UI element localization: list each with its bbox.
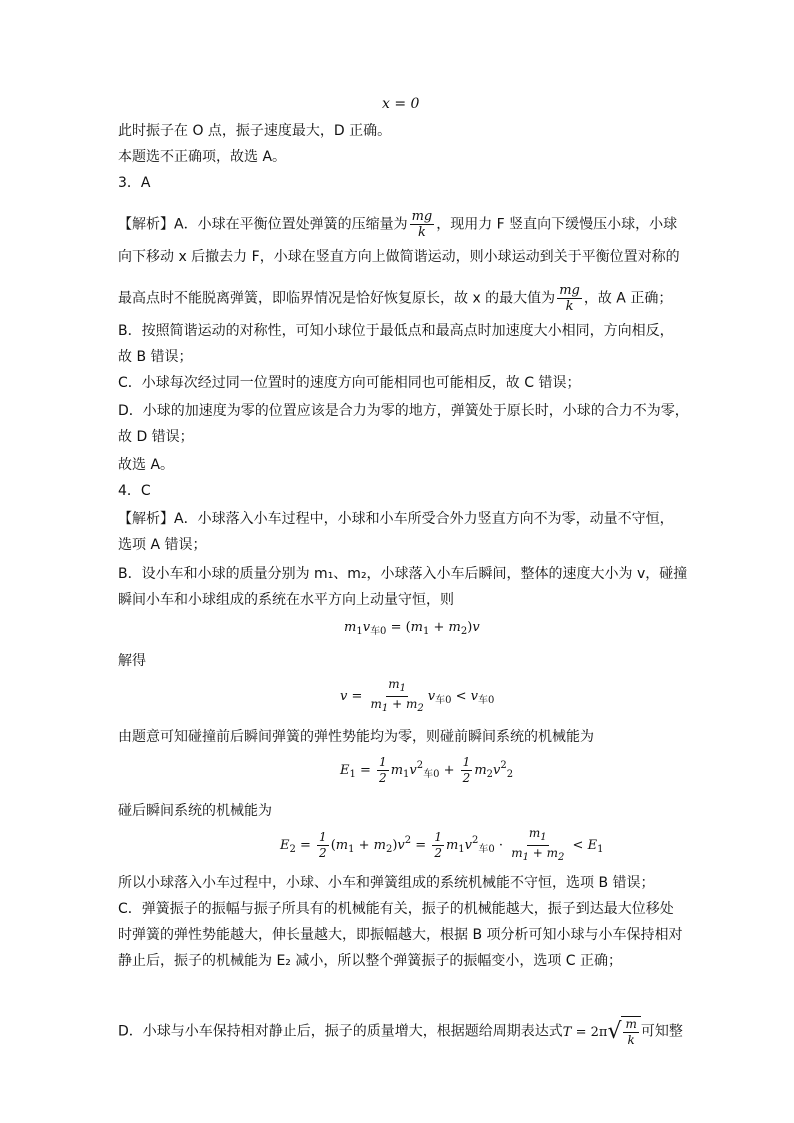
- text-line: 此时振子在 O 点，振子速度最大，D 正确。: [118, 123, 392, 139]
- denominator: k: [417, 225, 426, 240]
- text-line: 瞬间小车和小球组成的系统在水平方向上动量守恒，则: [118, 592, 454, 608]
- text-line: 由题意可知碰撞前后瞬间弹簧的弹性势能均为零，则碰前瞬间系统的机械能为: [118, 729, 594, 745]
- text-segment: ，故 A 正确；: [583, 290, 673, 307]
- text-line: 解得: [118, 653, 146, 669]
- velocity-equation: v = $\frac{m_1}{m_1 + m_2}$ $v_{车0} < v_{车0}$: [340, 677, 495, 714]
- text-line: 【解析】A．小球落入小车过程中，小球和小车所受合外力竖直方向不为零，动量不守恒，: [118, 511, 674, 527]
- text-line: 故 B 错误；: [118, 349, 193, 365]
- fraction-mg-over-k: [557, 283, 582, 314]
- text-line: 所以小球落入小车过程中，小球、小车和弹簧组成的系统机械能不守恒，选项 B 错误；: [118, 875, 655, 891]
- text-line: 本题选不正确项，故选 A。: [118, 149, 287, 165]
- energy-equation-e1: $E_1$ = $\frac{1}{2}$ $m_1v^2_{车0}$ + $\frac{1}{2}$ $m_2v^2_2$: [340, 755, 514, 785]
- energy-equation-e2: $E_2$ = $\frac{1}{2}$ $(m_1 + m_2)v^2$ = $\frac{1}{2}$ $m_1v^2_{车0}$ · $\frac{m_1}{m_1 + m_2}$ < $E_1$: [280, 826, 604, 863]
- denominator: k: [565, 299, 574, 314]
- analysis-line: [118, 209, 677, 240]
- text-line: C．小球每次经过同一位置时的速度方向可能相同也可能相反，故 C 错误；: [118, 375, 581, 391]
- text-segment: 可知整: [640, 1023, 683, 1040]
- text-line: B．按照简谐运动的对称性，可知小球位于最低点和最高点时加速度大小相同，方向相反，: [118, 323, 674, 339]
- text-line: 时弹簧的弹性势能越大，伸长量越大，即振幅越大，根据 B 项分析可知小球与小车保持相对: [118, 927, 683, 943]
- text-line: 故选 A。: [118, 457, 175, 473]
- text-line: D．小球的加速度为零的位置应该是合力为零的地方，弹簧处于原长时，小球的合力不为零，: [118, 403, 689, 419]
- text-line: 碰后瞬间系统的机械能为: [118, 803, 272, 819]
- text-line: B．设小车和小球的质量分别为 m₁、m₂，小球落入小车后瞬间，整体的速度大小为 v，碰撞: [118, 566, 688, 582]
- numerator: mg: [411, 209, 433, 224]
- analysis-line: [118, 1016, 683, 1048]
- analysis-line: [118, 283, 672, 314]
- fraction-mg-over-k: [410, 209, 435, 240]
- text-line: 静止后，振子的机械能为 E₂ 减小，所以整个弹簧振子的振幅变小，选项 C 正确；: [118, 953, 623, 969]
- equation-text: x = 0: [382, 96, 420, 112]
- text-line: C．弹簧振子的振幅与振子所具有的机械能有关，振子的机械能越大，振子到达最大位移处: [118, 901, 674, 917]
- numerator: mg: [559, 283, 580, 298]
- period-formula: T = 2π √ $\frac{m}{k}$: [563, 1025, 641, 1040]
- text-line: 故 D 错误；: [118, 429, 194, 445]
- equation-x-zero: [382, 96, 419, 112]
- text-segment: ，现用力 F 竖直向下缓慢压小球，小球: [436, 216, 678, 233]
- text-segment: 【解析】A．小球在平衡位置处弹簧的压缩量为: [118, 216, 408, 233]
- momentum-equation: $m_1v_{车0} = (m_1 + m_2)v$: [344, 620, 480, 637]
- question-number: 4．C: [118, 483, 151, 499]
- text-segment: D．小球与小车保持相对静止后，振子的质量增大，根据题给周期表达式: [118, 1023, 563, 1040]
- text-line: 向下移动 x 后撤去力 F，小球在竖直方向上做简谐运动，则小球运动到关于平衡位置对称的: [118, 249, 680, 265]
- text-line: 选项 A 错误；: [118, 537, 207, 553]
- text-segment: 最高点时不能脱离弹簧，即临界情况是恰好恢复原长，故 x 的最大值为: [118, 290, 556, 307]
- question-number: 3．A: [118, 175, 151, 191]
